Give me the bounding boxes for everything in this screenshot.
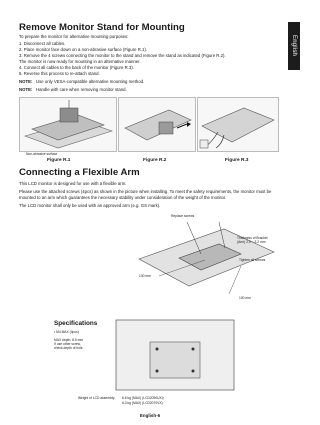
thickness-label: Thickness of Bracket (Arm) 2.0 ~ 3.2 mm [237, 236, 268, 244]
arm-bracket-drawing [129, 214, 279, 314]
figure-r2-caption: Figure R.2 [143, 158, 167, 163]
note-label: NOTE: [19, 79, 33, 84]
weight-value-1: 6.6 kg (MAX) (LCD2090UXi) [122, 396, 164, 400]
spec-max-depth: MAX depth: 8.5 mm If use other screw, check depth of hole. [54, 338, 84, 350]
step-3-cont: The monitor is now ready for mounting in an alternative manner. [19, 59, 141, 64]
figure-r3-illustration [197, 97, 279, 152]
section-title-remove-stand: Remove Monitor Stand for Mounting [19, 22, 185, 33]
remove-stand-intro: To prepare the monitor for alternative mounting purposes: [19, 34, 129, 39]
monitor-back-illustration [110, 316, 240, 394]
flexible-arm-p2: Please use the attached screws (4pcs) as shown in the picture when installing. To meet the safety requirements, the monitor must be mounted to an arm which guarantees the necessary stability under consideration of the weight of the monitor. [19, 189, 272, 201]
step-1: 1. Disconnect all cables. [19, 41, 66, 46]
figure-r1-illustration [19, 97, 117, 152]
step-2: 2. Place monitor face down on a non-abrasive surface (Figure R.1). [19, 47, 148, 52]
figure-r2-illustration [118, 97, 196, 152]
tighten-label: Tighten all screws [239, 258, 266, 262]
monitor-back-drawing [110, 316, 240, 394]
page-number: English-6 [139, 413, 161, 418]
flexible-arm-p3: The LCD monitor shall only be used with an approved arm (e.g. GS mark). [19, 203, 161, 208]
note-label: NOTE: [19, 87, 33, 92]
note-text: Handle with care when removing monitor stand. [35, 87, 127, 92]
note-1 [19, 79, 144, 85]
spec-m4-screws: • M4 MAX (4pcs) [54, 330, 79, 334]
remove-stand-drawing [119, 98, 195, 151]
language-tab [288, 22, 300, 70]
note-text: Use only VESA-compatible alternative mounting method. [35, 79, 145, 84]
step-3: 3. Remove the 4 screws connecting the monitor to the stand and remove the stand as indicated (Figure R.2). [19, 53, 226, 58]
step-5: 5. Reverse this process to re-attach stand. [19, 71, 100, 76]
replace-screws-label: Replace screws [171, 214, 195, 218]
note-2 [19, 87, 127, 93]
figure-r1-caption: Figure R.1 [47, 158, 71, 163]
language-tab-label: English [291, 35, 297, 57]
dimension-label-left: 100 mm [139, 274, 151, 278]
dimension-label-right: 100 mm [239, 296, 251, 300]
section-title-flexible-arm: Connecting a Flexible Arm [19, 167, 140, 178]
monitor-face-down-drawing [20, 98, 116, 151]
connect-cables-drawing [198, 98, 278, 151]
flexible-arm-p1: This LCD monitor is designed for use with a flexible arm. [19, 181, 127, 186]
specifications-title: Specifications [54, 320, 98, 327]
flexible-arm-illustration [129, 214, 279, 314]
weight-label: Weight of LCD assembly: [78, 396, 116, 400]
weight-value-2: 6.3 kg (MAX) (LCD2070VX) [122, 401, 163, 405]
figure-r3-caption: Figure R.3 [225, 158, 249, 163]
step-4: 4. Connect all cables to the back of the monitor (Figure R.3). [19, 65, 134, 70]
surface-label: Non-abrasive surface [26, 152, 58, 156]
